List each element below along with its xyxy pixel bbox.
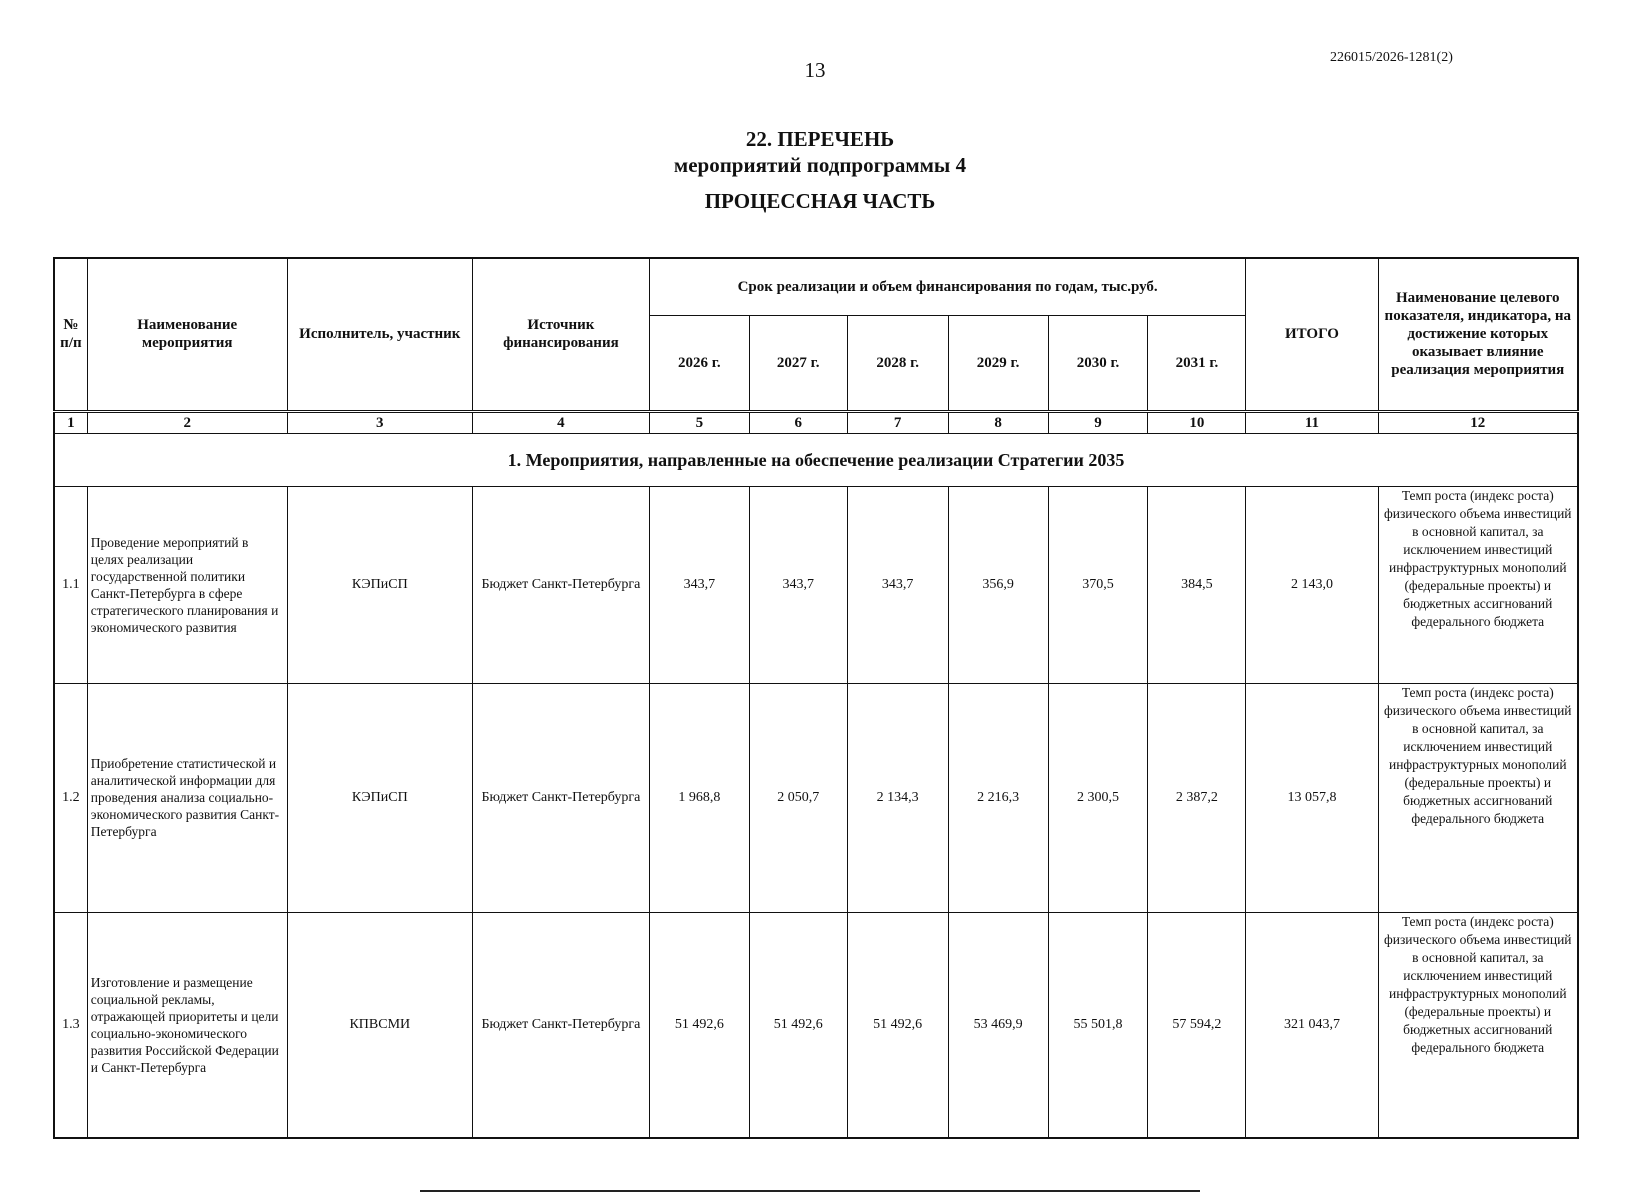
total-value: 13 057,8 <box>1246 683 1378 912</box>
header-num: № п/п <box>54 258 87 411</box>
bottom-divider <box>420 1190 1200 1192</box>
year-value: 2 300,5 <box>1048 683 1148 912</box>
year-value: 2 387,2 <box>1148 683 1246 912</box>
column-number: 8 <box>948 411 1048 433</box>
executor: КЭПиСП <box>287 683 472 912</box>
column-number: 12 <box>1378 411 1578 433</box>
column-number: 9 <box>1048 411 1148 433</box>
target-indicator: Темп роста (индекс роста) физического объема инвестиций в основной капитал, за исключением инвестиций инфраструктурных монополий (федеральные проекты) и бюджетных ассигнований федерального бюджета <box>1378 486 1578 683</box>
table-row <box>54 912 1578 1138</box>
row-number: 1.2 <box>54 683 87 912</box>
target-indicator: Темп роста (индекс роста) физического объема инвестиций в основной капитал, за исключением инвестиций инфраструктурных монополий (федеральные проекты) и бюджетных ассигнований федерального бюджета <box>1378 912 1578 1138</box>
executor: КПВСМИ <box>287 912 472 1138</box>
measure-name: Проведение мероприятий в целях реализации государственной политики Санкт-Петербурга в сфере стратегического планирования и экономического развития <box>87 486 287 683</box>
year-value: 356,9 <box>948 486 1048 683</box>
measure-name: Изготовление и размещение социальной рекламы, отражающей приоритеты и цели социально-экономического развития Российской Федерации и Санкт-Петербурга <box>87 912 287 1138</box>
row-number: 1.3 <box>54 912 87 1138</box>
column-number: 4 <box>472 411 649 433</box>
year-value: 384,5 <box>1148 486 1246 683</box>
target-indicator: Темп роста (индекс роста) физического объема инвестиций в основной капитал, за исключением инвестиций инфраструктурных монополий (федеральные проекты) и бюджетных ассигнований федерального бюджета <box>1378 683 1578 912</box>
header-year: 2030 г. <box>1048 315 1148 411</box>
year-value: 343,7 <box>847 486 948 683</box>
year-value: 1 968,8 <box>649 683 749 912</box>
header-year: 2026 г. <box>649 315 749 411</box>
year-value: 2 216,3 <box>948 683 1048 912</box>
header-name: Наименование мероприятия <box>87 258 287 411</box>
title-line-1: 22. ПЕРЕЧЕНЬ <box>745 127 895 151</box>
executor: КЭПиСП <box>287 486 472 683</box>
row-number: 1.1 <box>54 486 87 683</box>
column-number: 6 <box>749 411 847 433</box>
year-value: 51 492,6 <box>847 912 948 1138</box>
year-value: 55 501,8 <box>1048 912 1148 1138</box>
header-year: 2028 г. <box>847 315 948 411</box>
measure-name: Приобретение статистической и аналитической информации для проведения анализа социально-экономического развития Санкт-Петербурга <box>87 683 287 912</box>
page-number: 13 <box>804 58 826 82</box>
year-value: 2 134,3 <box>847 683 948 912</box>
header-year: 2029 г. <box>948 315 1048 411</box>
column-number: 2 <box>87 411 287 433</box>
year-value: 343,7 <box>749 486 847 683</box>
title-line-3: ПРОЦЕССНАЯ ЧАСТЬ <box>704 189 936 213</box>
funding-source: Бюджет Санкт-Петербурга <box>472 912 649 1138</box>
measures-table-container <box>53 257 1579 1139</box>
measures-table <box>53 257 1579 1139</box>
year-value: 370,5 <box>1048 486 1148 683</box>
total-value: 321 043,7 <box>1246 912 1378 1138</box>
table-row <box>54 486 1578 683</box>
year-value: 51 492,6 <box>649 912 749 1138</box>
header-row-1 <box>54 258 1578 315</box>
column-number: 11 <box>1246 411 1378 433</box>
funding-source: Бюджет Санкт-Петербурга <box>472 683 649 912</box>
header-total: ИТОГО <box>1246 258 1378 411</box>
column-number: 7 <box>847 411 948 433</box>
header-indicator: Наименование целевого показателя, индикатора, на достижение которых оказывает влияние реализация мероприятия <box>1378 258 1578 411</box>
year-value: 51 492,6 <box>749 912 847 1138</box>
header-years-group: Срок реализации и объем финансирования по годам, тыс.руб. <box>649 258 1245 315</box>
column-number: 10 <box>1148 411 1246 433</box>
column-number-row <box>54 411 1578 433</box>
column-number: 1 <box>54 411 87 433</box>
header-year: 2027 г. <box>749 315 847 411</box>
section-row <box>54 433 1578 486</box>
year-value: 57 594,2 <box>1148 912 1246 1138</box>
header-executor: Исполнитель, участник <box>287 258 472 411</box>
year-value: 53 469,9 <box>948 912 1048 1138</box>
document-title <box>520 126 1120 214</box>
table-row <box>54 683 1578 912</box>
section-title: 1. Мероприятия, направленные на обеспечение реализации Стратегии 2035 <box>54 433 1578 486</box>
header-year: 2031 г. <box>1148 315 1246 411</box>
header-source: Источник финансирования <box>472 258 649 411</box>
year-value: 343,7 <box>649 486 749 683</box>
total-value: 2 143,0 <box>1246 486 1378 683</box>
column-number: 3 <box>287 411 472 433</box>
title-line-2: мероприятий подпрограммы 4 <box>673 153 967 177</box>
document-code: 226015/2026-1281(2) <box>1330 50 1453 65</box>
year-value: 2 050,7 <box>749 683 847 912</box>
funding-source: Бюджет Санкт-Петербурга <box>472 486 649 683</box>
column-number: 5 <box>649 411 749 433</box>
